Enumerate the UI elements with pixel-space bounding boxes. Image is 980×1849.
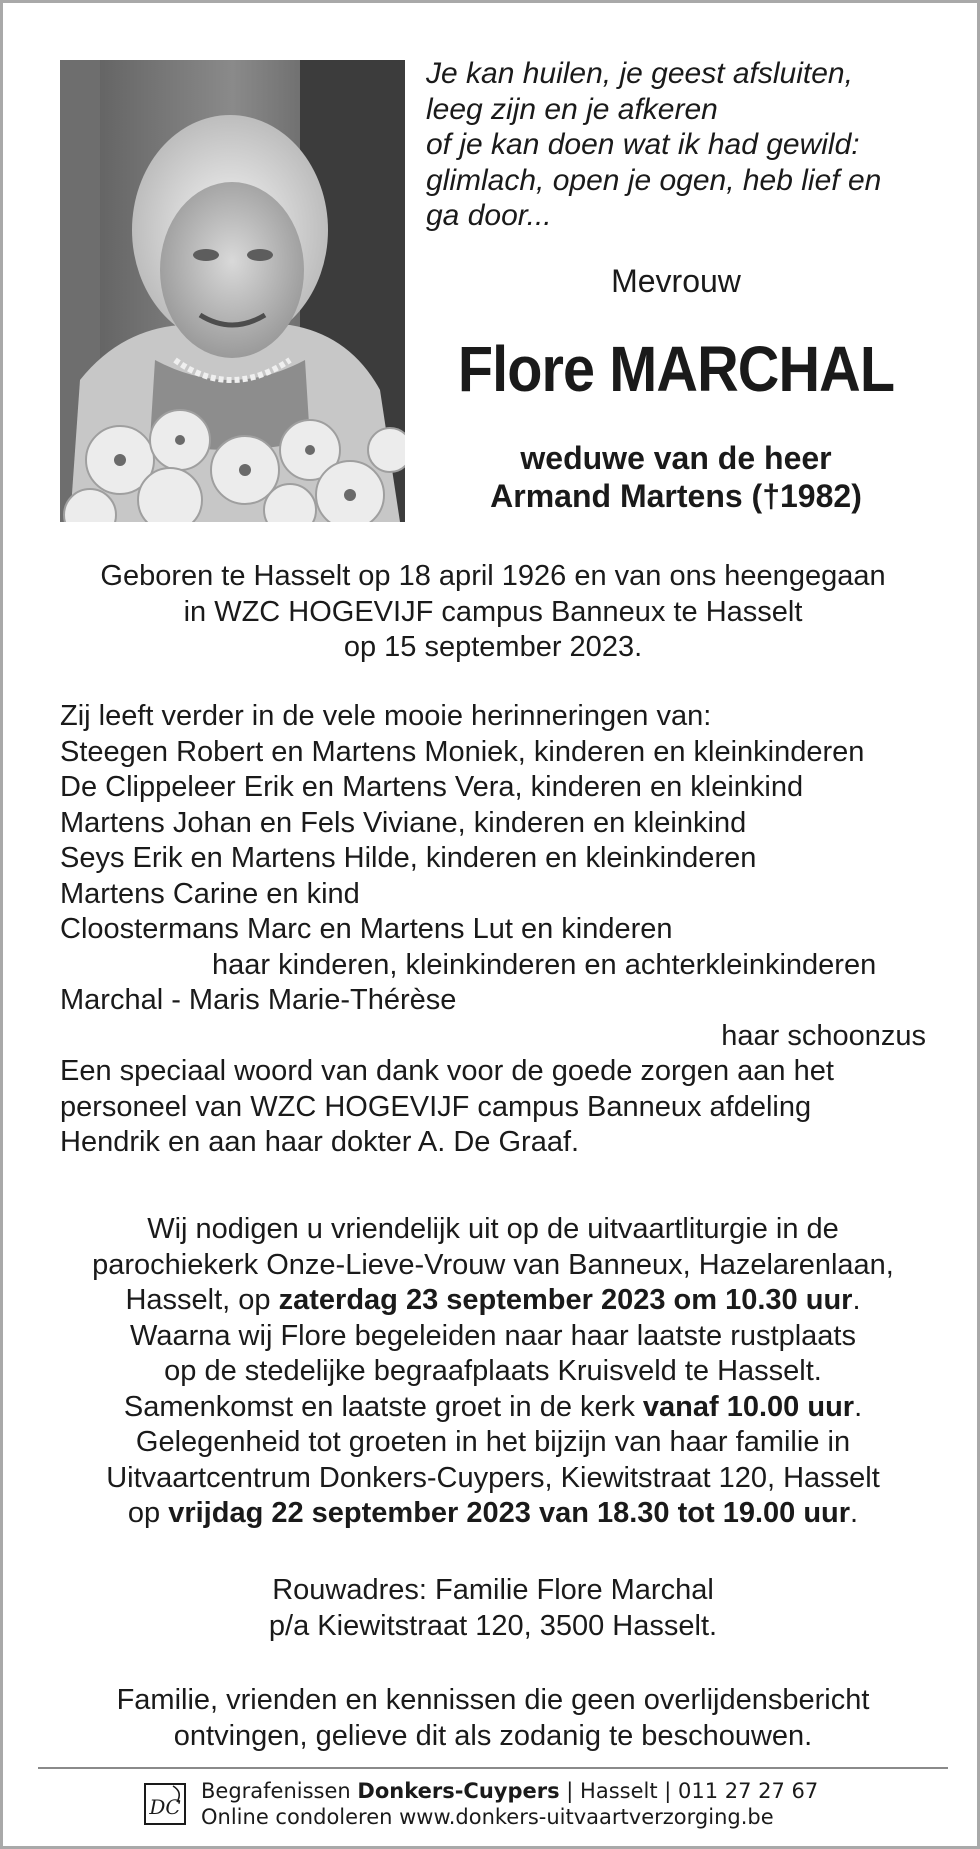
invitation-line: Uitvaartcentrum Donkers-Cuypers, Kiewitstraat 120, Hasselt	[106, 1461, 880, 1494]
funeral-invitation	[60, 1212, 926, 1532]
list-item: Cloostermans Marc en Martens Lut en kinderen	[60, 913, 673, 945]
footer-text-part: Begrafenissen	[201, 1779, 358, 1803]
thanks-line: Een speciaal woord van dank voor de goede zorgen aan het	[60, 1055, 834, 1087]
list-item: Steegen Robert en Martens Moniek, kinderen en kleinkinderen	[60, 735, 865, 768]
thanks-line: personeel van WZC HOGEVIJF campus Banneux afdeling	[60, 1090, 812, 1123]
list-item: De Clippeleer Erik en Martens Vera, kinderen en kleinkind	[60, 771, 804, 803]
footer-text-part: | Hasselt | 011 27 27 67	[559, 1779, 819, 1803]
survivors-intro: Zij leeft verder in de vele mooie herinneringen van:	[60, 700, 712, 732]
children-summary: haar kinderen, kleinkinderen en achterkleinkinderen	[212, 948, 877, 981]
poem	[426, 56, 946, 234]
notice	[60, 1683, 926, 1754]
widow-of-line: weduwe van de heer	[520, 440, 832, 476]
notice-line: ontvingen, gelieve dit als zodanig te beschouwen.	[173, 1719, 813, 1752]
thanks-line: Hendrik en aan haar dokter A. De Graaf.	[60, 1126, 580, 1158]
address-line: p/a Kiewitstraat 120, 3500 Hasselt.	[268, 1609, 718, 1642]
footer	[143, 1776, 883, 1834]
birth-death-line: in WZC HOGEVIJF campus Banneux te Hasselt	[183, 595, 803, 628]
footer-text	[201, 1778, 818, 1830]
invitation-line: op de stedelijke begraafplaats Kruisveld te Hasselt.	[164, 1355, 822, 1387]
list-item: Martens Carine en kind	[60, 877, 360, 910]
invitation-line: Waarna wij Flore begeleiden naar haar laatste rustplaats	[130, 1319, 856, 1352]
footer-divider	[38, 1767, 948, 1769]
invitation-line: parochiekerk Onze-Lieve-Vrouw van Banneux, Hazelarenlaan,	[92, 1248, 894, 1281]
footer-condolence-link[interactable]: Online condoleren www.donkers-uitvaartverzorging.be	[201, 1805, 774, 1829]
thanks-note	[60, 1054, 926, 1161]
invitation-text: .	[854, 1390, 863, 1423]
sister-in-law-role: haar schoonzus	[721, 1019, 926, 1052]
invitation-text: Hasselt, op	[125, 1284, 279, 1316]
mourning-address	[60, 1573, 926, 1644]
invitation-line: Wij nodigen u vriendelijk uit op de uitvaartliturgie in de	[147, 1213, 839, 1245]
portrait-image	[60, 60, 405, 522]
notice-line: Familie, vrienden en kennissen die geen overlijdensbericht	[116, 1684, 870, 1716]
invitation-line	[60, 1390, 926, 1426]
deceased-name: Flore MARCHAL	[457, 333, 895, 405]
list-item: Martens Johan en Fels Viviane, kinderen en kleinkind	[60, 806, 747, 839]
list-item: Seys Erik en Martens Hilde, kinderen en kleinkinderen	[60, 842, 757, 874]
invitation-line	[60, 1283, 926, 1319]
invitation-text: Samenkomst en laatste groet in de kerk	[123, 1390, 643, 1423]
portrait-photo	[60, 60, 405, 522]
funeral-home-logo-icon	[143, 1782, 187, 1826]
invitation-text: op	[127, 1497, 169, 1529]
poem-line: ga door...	[426, 199, 552, 232]
poem-line: glimlach, open je ogen, heb lief en	[426, 163, 882, 197]
widow-of-line: Armand Martens (†1982)	[490, 478, 862, 514]
poem-line: leeg zijn en je afkeren	[426, 92, 718, 126]
birth-death-line: Geboren te Hasselt op 18 april 1926 en van ons heengegaan	[100, 560, 886, 592]
salutation: Mevrouw	[611, 263, 741, 299]
birth-death-line: op 15 september 2023.	[343, 631, 643, 663]
sister-in-law-name: Marchal - Maris Marie-Thérèse	[60, 984, 457, 1016]
widow-of	[426, 439, 926, 515]
birth-death-info	[60, 559, 926, 666]
footer-line	[201, 1778, 818, 1804]
invitation-line: Gelegenheid tot groeten in het bijzijn van haar familie in	[135, 1426, 851, 1458]
poem-line: Je kan huilen, je geest afsluiten,	[426, 57, 853, 90]
invitation-text: .	[852, 1284, 861, 1316]
invitation-text: .	[850, 1497, 859, 1529]
address-line: Rouwadres: Familie Flore Marchal	[272, 1574, 714, 1606]
logo-monogram: DC	[149, 1795, 181, 1819]
funeral-home-name: Donkers-Cuypers	[357, 1779, 560, 1803]
funeral-date-time: zaterdag 23 september 2023 om 10.30 uur	[278, 1284, 853, 1316]
visitation-date-time: vrijdag 22 september 2023 van 18.30 tot 19.00 uur	[168, 1497, 851, 1529]
poem-line: of je kan doen wat ik had gewild:	[426, 128, 860, 161]
survivors-list	[60, 699, 926, 1054]
invitation-line	[60, 1496, 926, 1532]
gathering-time: vanaf 10.00 uur	[642, 1390, 855, 1423]
